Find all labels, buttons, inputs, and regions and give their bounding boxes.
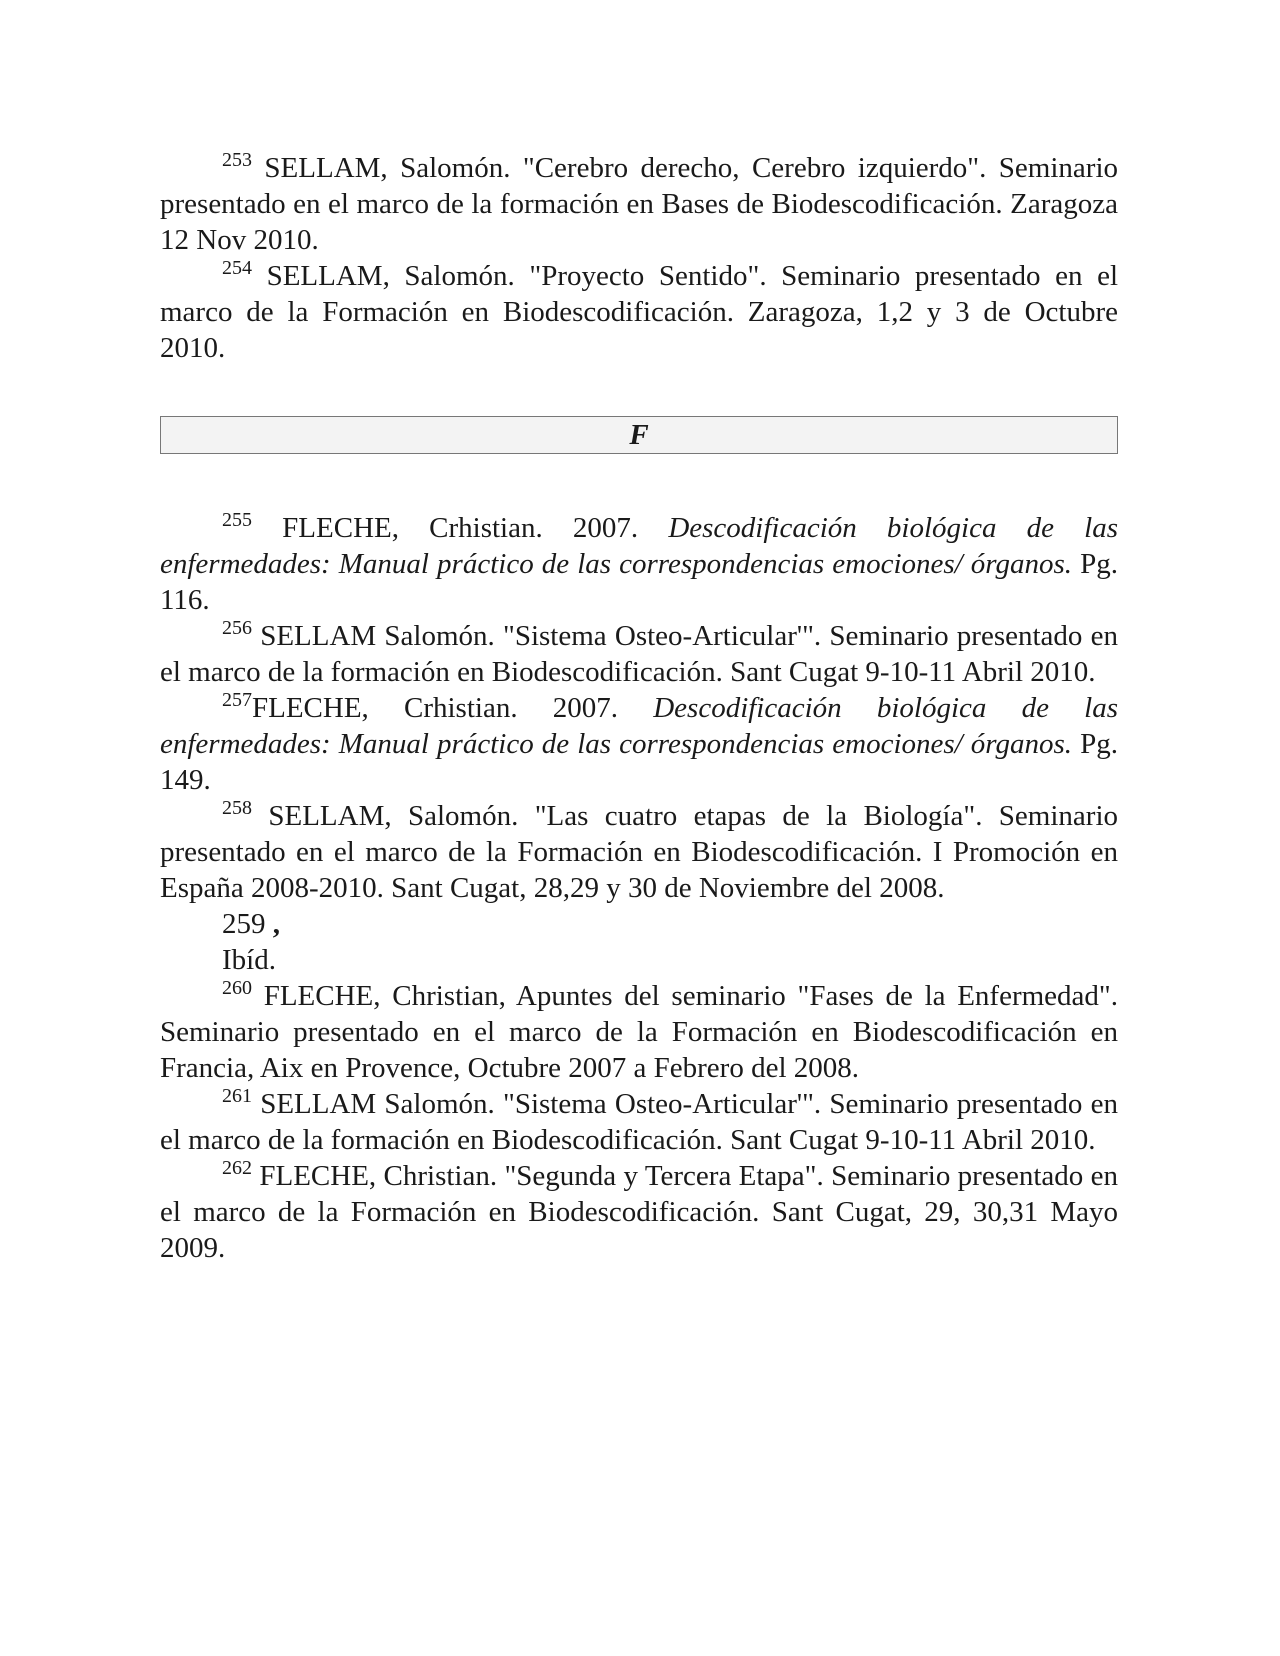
footnote-number: 261: [222, 1085, 252, 1107]
footnote-253: [160, 150, 1118, 258]
footnote-261: [160, 1086, 1118, 1158]
footnote-text: Ibíd.: [222, 944, 276, 976]
footnote-text: SELLAM, Salomón. "Proyecto Sentido". Seminario presentado en el marco de la Formación en Biodescodificación. Zaragoza, 1,2 y 3 de Octubre 2010.: [160, 260, 1119, 364]
footnote-text-before: FLECHE, Crhistian. 2007.: [282, 512, 669, 544]
footnote-text: SELLAM, Salomón. "Cerebro derecho, Cerebro izquierdo". Seminario presentado en el marco de la formación en Bases de Biodescodificación. Zaragoza 12 Nov 2010.: [160, 152, 1119, 256]
footnote-number: 257: [222, 689, 252, 711]
footnote-259-number-line: [160, 906, 1118, 942]
footnote-number: 255: [222, 509, 252, 531]
footnote-256: [160, 618, 1118, 690]
footnote-262: [160, 1158, 1118, 1266]
footnote-number: 262: [222, 1157, 252, 1179]
footnote-254: [160, 258, 1118, 366]
section-letter: F: [629, 419, 649, 451]
footnotes-page: [160, 150, 1118, 1266]
footnote-number: 259: [222, 908, 266, 940]
section-header-f: [160, 416, 1118, 454]
footnote-number: 256: [222, 617, 252, 639]
footnote-text-before: FLECHE, Crhistian. 2007.: [252, 692, 654, 724]
footnote-number: 258: [222, 797, 252, 819]
footnote-text: FLECHE, Christian. "Segunda y Tercera Etapa". Seminario presentado en el marco de la Formación en Biodescodificación. Sant Cugat, 29, 30,31 Mayo 2009.: [160, 1160, 1119, 1264]
footnote-260: [160, 978, 1118, 1086]
footnote-text: FLECHE, Christian, Apuntes del seminario "Fases de la Enfermedad". Seminario presentado en el marco de la Formación en Biodescodificación en Francia, Aix en Provence, Octubre 2007 a Febrero del 2008.: [160, 980, 1118, 1084]
footnote-number: 260: [222, 977, 252, 999]
footnote-number: 254: [222, 257, 252, 279]
footnote-text-after: Pg. 116.: [160, 548, 1118, 616]
footnote-text: SELLAM, Salomón. "Las cuatro etapas de la Biología". Seminario presentado en el marco de la Formación en Biodescodificación. I Promoción en España 2008-2010. Sant Cugat, 28,29 y 30 de Noviembre del 2008.: [160, 800, 1119, 904]
footnote-text: SELLAM Salomón. "Sistema Osteo-Articular'". Seminario presentado en el marco de la formación en Biodescodificación. Sant Cugat 9-10-11 Abril 2010.: [160, 1088, 1118, 1156]
footnote-257: [160, 690, 1118, 798]
footnote-text-after: Pg. 149.: [160, 728, 1118, 796]
footnote-255: [160, 510, 1118, 618]
book-title: Descodificación biológica de las enfermedades: Manual práctico de las correspondencias emociones/ órganos.: [160, 692, 1118, 760]
book-title: Descodificación biológica de las enfermedades: Manual práctico de las correspondencias emociones/ órganos.: [160, 512, 1119, 580]
footnote-259-text-line: [160, 942, 1118, 978]
footnote-text: SELLAM Salomón. "Sistema Osteo-Articular'". Seminario presentado en el marco de la formación en Biodescodificación. Sant Cugat 9-10-11 Abril 2010.: [160, 620, 1118, 688]
footnote-mark: ,: [272, 908, 280, 940]
footnote-258: [160, 798, 1118, 906]
footnote-number: 253: [222, 149, 252, 171]
